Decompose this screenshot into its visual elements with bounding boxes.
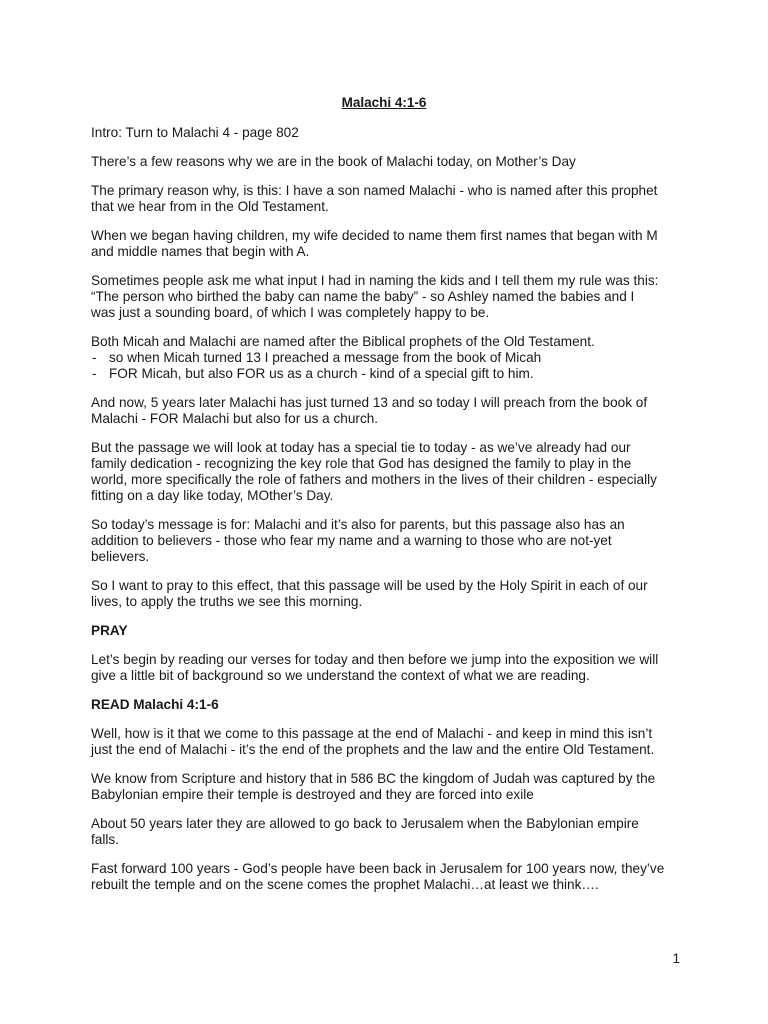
paragraph-fifty-years: About 50 years later they are allowed to go back to Jerusalem when the Babylonian empire falls. <box>91 816 639 847</box>
document-body <box>91 125 691 906</box>
paragraph-fast-forward: Fast forward 100 years - God’s people have been back in Jerusalem for 100 years now, they’ve rebuilt the temple and on the scene comes the prophet Malachi…at least we think…. <box>91 861 665 892</box>
paragraph-message-for: So today’s message is for: Malachi and it’s also for parents, but this passage also has an addition to believers - those who fear my name and a warning to those who are not-yet believers. <box>91 517 625 564</box>
prophets-bullet-list <box>91 350 691 382</box>
paragraph-begin-reading: Let’s begin by reading our verses for today and then before we jump into the exposition we will give a little bit of background so we understand the context of what we are reading. <box>91 652 659 683</box>
list-item: - so when Micah turned 13 I preached a message from the book of Micah <box>91 350 691 366</box>
paragraph-prophets: Both Micah and Malachi are named after the Biblical prophets of the Old Testament. <box>91 334 595 349</box>
list-item: - FOR Micah, but also FOR us as a church - kind of a special gift to him. <box>91 366 691 382</box>
paragraph-history: We know from Scripture and history that in 586 BC the kingdom of Judah was captured by the Babylonian empire their temple is destroyed and they are forced into exile <box>91 771 656 802</box>
heading-read-malachi: READ Malachi 4:1-6 <box>91 697 219 712</box>
heading-pray: PRAY <box>91 623 128 638</box>
page-title: Malachi 4:1-6 <box>341 95 427 110</box>
paragraph-pray-effect: So I want to pray to this effect, that this passage will be used by the Holy Spirit in each of our lives, to apply the truths we see this morning. <box>91 578 648 609</box>
paragraph-intro: Intro: Turn to Malachi 4 - page 802 <box>91 125 299 140</box>
paragraph-children-names: When we began having children, my wife decided to name them first names that began with M and middle names that begin with A. <box>91 228 658 259</box>
paragraph-reasons: There’s a few reasons why we are in the book of Malachi today, on Mother’s Day <box>91 154 576 169</box>
paragraph-naming-rule: Sometimes people ask me what input I had in naming the kids and I tell them my rule was this: “The person who birthed the baby can name the baby” - so Ashley named the babies and I was just a sounding board, of which I was completely happy to be. <box>91 273 659 320</box>
paragraph-five-years-later: And now, 5 years later Malachi has just turned 13 and so today I will preach from the book of Malachi - FOR Malachi but also for us a church. <box>91 395 648 426</box>
page-number: 1 <box>672 951 680 966</box>
paragraph-how-come: Well, how is it that we come to this passage at the end of Malachi - and keep in mind this isn’t just the end of Malachi - it’s the end of the prophets and the law and the entire Old Testament. <box>91 726 655 757</box>
paragraph-special-tie: But the passage we will look at today has a special tie to today - as we’ve already had our family dedication - recognizing the key role that God has designed the family to play in the world, more specifically the role of fathers and mothers in the lives of their children - especially fitting on a day like today, MOther’s Day. <box>91 440 657 503</box>
paragraph-primary-reason: The primary reason why, is this: I have a son named Malachi - who is named after this prophet that we hear from in the Old Testament. <box>91 183 658 214</box>
